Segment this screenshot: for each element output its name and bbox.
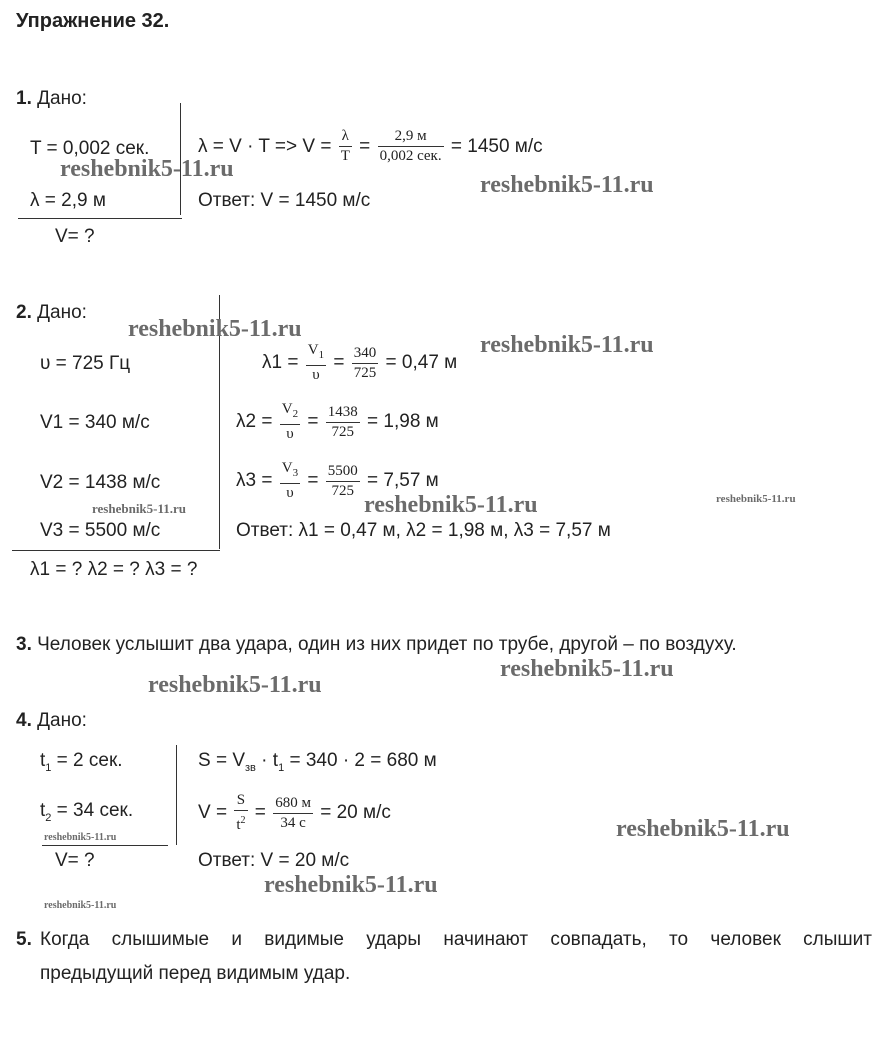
- ex3-text: Человек услышит два удара, один из них придет по трубе, другой – по воздуху.: [37, 634, 737, 655]
- ex1-given-t: T = 0,002 сек.: [30, 138, 150, 159]
- ex2-row1-fraction-numeric: [352, 345, 379, 382]
- ex2-row3-n2: 5500: [326, 463, 360, 482]
- ex2-given-nu: υ = 725 Гц: [40, 353, 131, 374]
- watermark-text: reshebnik5-11.ru: [92, 501, 187, 516]
- ex2-row2-result: = 1,98 м: [367, 411, 439, 433]
- ex2-row1-n2: 340: [352, 345, 379, 364]
- ex1-given-label: Дано:: [37, 88, 87, 109]
- ex4-f1-den: t: [236, 817, 241, 833]
- ex2-row1-d1: υ: [312, 367, 320, 383]
- ex4-heading: [16, 710, 87, 732]
- ex4-s-part-b: · t: [255, 750, 279, 771]
- ex2-row2-n1sub: 2: [292, 408, 299, 420]
- watermark-text: reshebnik5-11.ru: [128, 316, 302, 342]
- ex4-fraction-numeric: [273, 795, 313, 832]
- ex2-number: 2.: [16, 302, 32, 323]
- ex4-divider-horizontal: [42, 845, 168, 846]
- ex4-v-lhs: V =: [198, 802, 228, 824]
- ex4-distance-equation: [198, 750, 437, 774]
- ex2-given-v2: V2 = 1438 м/с: [40, 472, 161, 493]
- watermark-text: reshebnik5-11.ru: [60, 156, 234, 182]
- ex1-eq-prefix: λ = V · T => V =: [198, 136, 332, 157]
- watermark-text: reshebnik5-11.ru: [716, 493, 796, 505]
- ex2-heading: [16, 302, 87, 324]
- ex2-row3-n1sub: 3: [292, 467, 299, 479]
- ex2-row1-result: = 0,47 м: [385, 352, 458, 374]
- ex2-row3-fraction-symbolic: [280, 460, 300, 502]
- ex2-row3-d2: 725: [331, 482, 354, 499]
- ex2-row2-fraction-numeric: [326, 404, 360, 441]
- ex1-f2-den: 0,002 сек.: [379, 148, 442, 165]
- ex2-row2-fraction-symbolic: [280, 401, 300, 443]
- ex4-t1-value: = 2 сек.: [51, 750, 123, 771]
- ex2-find: λ1 = ? λ2 = ? λ3 = ?: [30, 559, 198, 580]
- watermark-text: reshebnik5-11.ru: [500, 656, 674, 682]
- ex1-fraction-numeric: [378, 128, 444, 165]
- ex3-number: 3.: [16, 634, 32, 655]
- watermark-text: reshebnik5-11.ru: [264, 872, 438, 898]
- ex2-row1-fraction-symbolic: [306, 342, 326, 384]
- watermark-text: reshebnik5-11.ru: [44, 900, 117, 911]
- ex2-row2-d2: 725: [331, 423, 354, 440]
- ex4-answer: Ответ: V = 20 м/с: [198, 850, 350, 871]
- ex4-s-part-a: S = V: [198, 750, 245, 771]
- ex2-answer: Ответ: λ1 = 0,47 м, λ2 = 1,98 м, λ3 = 7,57 м: [236, 520, 611, 541]
- ex4-s-part-c: = 340 · 2 = 680 м: [284, 750, 437, 771]
- ex5-paragraph: [16, 923, 872, 991]
- ex1-heading: [16, 88, 87, 110]
- watermark-text: reshebnik5-11.ru: [148, 672, 322, 698]
- ex5-line1-text: Когда слышимые и видимые удары начинают совпадать, то человек слышит: [40, 929, 872, 950]
- ex2-row2-d1: υ: [286, 426, 294, 442]
- ex4-given-t2: [40, 800, 133, 824]
- ex5-line2-text: предыдущий перед видимым удар.: [40, 963, 351, 984]
- ex1-number: 1.: [16, 88, 32, 109]
- ex4-given-t1: [40, 750, 123, 774]
- ex2-row1-lhs: λ1 =: [262, 352, 299, 374]
- ex4-velocity-equation: V = $\frac{S}{t^2}$ = $\frac{680 м}{34 с}$ = 20 м/с: [198, 792, 391, 833]
- ex5-line-1: [16, 923, 872, 957]
- ex4-v-result: = 20 м/с: [320, 802, 391, 824]
- watermark-text: reshebnik5-11.ru: [480, 332, 654, 358]
- ex2-row3-n1: V: [281, 460, 293, 476]
- ex2-row-1: λ1 = $\frac{V_1}{\upsilon}$ = $\frac{340}{725}$ = 0,47 м: [262, 342, 458, 383]
- watermark-text: reshebnik5-11.ru: [480, 172, 654, 198]
- ex2-row2-lhs: λ2 =: [236, 411, 273, 433]
- ex2-given-v1: V1 = 340 м/с: [40, 412, 150, 433]
- ex2-row3-d1: υ: [286, 485, 294, 501]
- ex1-given-lambda: λ = 2,9 м: [30, 190, 106, 211]
- ex1-f1-den: T: [340, 148, 350, 165]
- ex3-paragraph: [16, 634, 737, 656]
- ex4-f1-sup: 2: [240, 815, 246, 826]
- ex2-row3-result: = 7,57 м: [367, 470, 439, 492]
- ex4-find: V= ?: [55, 850, 95, 871]
- ex2-row3-lhs: λ3 =: [236, 470, 273, 492]
- ex2-row3-fraction-numeric: [326, 463, 360, 500]
- ex4-given-label: Дано:: [37, 710, 87, 731]
- ex4-number: 4.: [16, 710, 32, 731]
- ex4-t2-sub: 2: [45, 811, 52, 824]
- ex2-row-2: λ2 = $\frac{V_2}{\upsilon}$ = $\frac{1438}{725}$ = 1,98 м: [236, 401, 439, 442]
- ex2-divider-horizontal: [12, 550, 220, 551]
- ex1-f1-num: λ: [339, 128, 352, 147]
- ex4-s-sub: зв: [245, 761, 256, 774]
- ex2-row-3: λ3 = $\frac{V_3}{\upsilon}$ = $\frac{5500}{725}$ = 7,57 м: [236, 460, 439, 501]
- ex2-row2-n1: V: [281, 401, 293, 417]
- ex2-row1-n1sub: 1: [318, 349, 325, 361]
- ex4-f2-num: 680 м: [273, 795, 313, 814]
- ex1-equation: λ = V · T => V = $\frac{\lambda}{T}$ = $\frac{2,9 м}{\text{0,002 сек.}}$ = 1450 м/с: [198, 128, 543, 165]
- ex1-divider-horizontal: [18, 218, 182, 219]
- ex4-f2-den: 34 с: [280, 814, 306, 831]
- ex4-divider-vertical: [176, 745, 177, 845]
- watermark-text: reshebnik5-11.ru: [364, 492, 538, 518]
- ex1-eq-suffix: = 1450 м/с: [450, 136, 543, 157]
- ex1-find: V= ?: [55, 226, 95, 247]
- page-title: Упражнение 32.: [16, 10, 170, 32]
- ex4-fraction-symbolic: [234, 792, 247, 834]
- ex4-f1-num: S: [234, 792, 247, 811]
- ex1-fraction-symbolic: [339, 128, 352, 165]
- ex4-t1-sub: 1: [45, 761, 52, 774]
- ex2-row1-n1: V: [307, 342, 319, 358]
- ex2-given-label: Дано:: [37, 302, 87, 323]
- watermark-text: reshebnik5-11.ru: [616, 816, 790, 842]
- watermark-text: reshebnik5-11.ru: [44, 832, 117, 843]
- ex2-row1-d2: 725: [353, 364, 377, 381]
- ex4-t2-symbol: t: [40, 800, 46, 821]
- ex4-t1-symbol: t: [40, 750, 46, 771]
- ex2-given-v3: V3 = 5500 м/с: [40, 520, 161, 541]
- ex4-t2-value: = 34 сек.: [51, 800, 134, 821]
- ex4-s-sub2: 1: [278, 761, 285, 774]
- ex5-number: 5.: [16, 929, 32, 950]
- ex2-row2-n2: 1438: [326, 404, 360, 423]
- ex1-f2-num: 2,9 м: [378, 128, 444, 147]
- ex1-answer: Ответ: V = 1450 м/с: [198, 190, 371, 211]
